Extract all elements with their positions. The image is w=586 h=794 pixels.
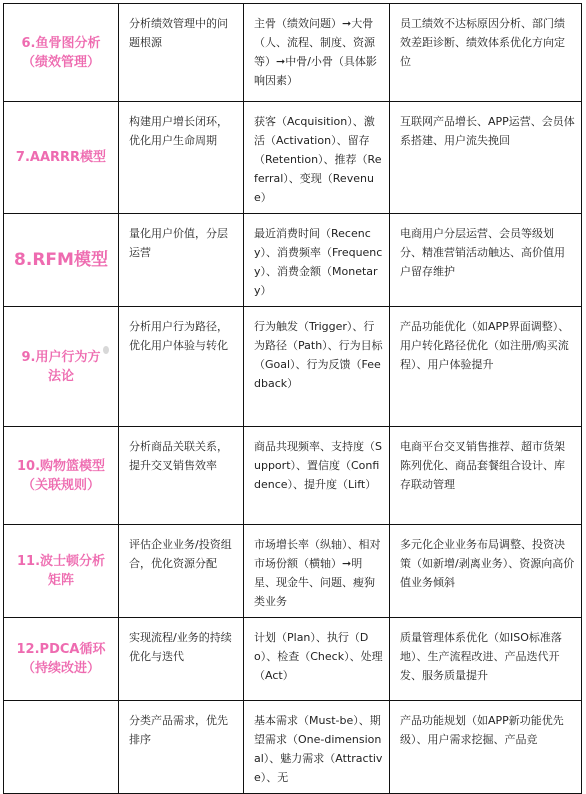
table-row bbox=[4, 618, 582, 701]
purpose-cell: 评估企业业务/投资组合，优化资源分配 bbox=[119, 525, 244, 618]
table-row bbox=[4, 4, 582, 102]
model-name: 8.RFM模型 bbox=[14, 249, 108, 270]
scene-cell: 互联网产品增长、APP运营、会员体系搭建、用户流失挽回 bbox=[390, 102, 582, 214]
method-cell: 获客（Acquisition）、激活（Activation）、留存（Retention）、推荐（Referral）、变现（Revenue） bbox=[244, 102, 390, 214]
scene-cell: 电商用户分层运营、会员等级划分、精准营销活动触达、高价值用户留存维护 bbox=[390, 214, 582, 307]
model-name: 12.PDCA循环 bbox=[16, 642, 106, 657]
model-name-sub: （关联规则） bbox=[21, 477, 100, 493]
model-name-cell bbox=[4, 4, 119, 102]
model-name-cell bbox=[4, 618, 119, 701]
scene-cell: 质量管理体系优化（如ISO标准落地）、生产流程改进、产品迭代开发、服务质量提升 bbox=[390, 618, 582, 701]
model-name: 10.购物篮模型 bbox=[16, 458, 106, 474]
scene-cell: 多元化企业业务布局调整、投资决策（如新增/剥离业务）、资源向高价值业务倾斜 bbox=[390, 525, 582, 618]
purpose-cell: 分类产品需求，优先排序 bbox=[119, 701, 244, 794]
model-name-cell bbox=[4, 427, 119, 525]
model-name: 11.波士顿分析 bbox=[16, 554, 106, 569]
method-cell: 计划（Plan）、执行（Do）、检查（Check）、处理（Act） bbox=[244, 618, 390, 701]
table-row bbox=[4, 701, 582, 794]
model-name: 9.用户行为方 bbox=[21, 349, 101, 365]
model-name-cell bbox=[4, 214, 119, 307]
table-row bbox=[4, 525, 582, 618]
model-name-sub: （持续改进） bbox=[21, 661, 100, 676]
scene-cell: 电商平台交叉销售推荐、超市货架陈列优化、商品套餐组合设计、库存联动管理 bbox=[390, 427, 582, 525]
model-name-sub: 法论 bbox=[47, 368, 74, 384]
model-name-sub: 矩阵 bbox=[47, 573, 74, 588]
model-name-cell bbox=[4, 307, 119, 427]
models-table bbox=[3, 3, 582, 794]
purpose-cell: 构建用户增长闭环，优化用户生命周期 bbox=[119, 102, 244, 214]
scene-cell: 产品功能优化（如APP界面调整）、用户转化路径优化（如注册/购买流程）、用户体验提升 bbox=[390, 307, 582, 427]
model-name-cell bbox=[4, 102, 119, 214]
purpose-cell: 量化用户价值，分层运营 bbox=[119, 214, 244, 307]
method-cell: 基本需求（Must-be）、期望需求（One-dimensional）、魅力需求（Attractive）、无 bbox=[244, 701, 390, 794]
table-row bbox=[4, 307, 582, 427]
purpose-cell: 分析用户行为路径，优化用户体验与转化 bbox=[119, 307, 244, 427]
model-name-sub: （绩效管理） bbox=[21, 54, 100, 70]
method-cell: 商品共现频率、支持度（Support）、置信度（Confidence）、提升度（Lift） bbox=[244, 427, 390, 525]
scene-cell: 产品功能规划（如APP新功能优先级）、用户需求挖掘、产品竞 bbox=[390, 701, 582, 794]
scene-cell: 员工绩效不达标原因分析、部门绩效差距诊断、绩效体系优化方向定位 bbox=[390, 4, 582, 102]
model-name: 6.鱼骨图分析 bbox=[21, 35, 101, 51]
model-name: 7.AARRR模型 bbox=[15, 150, 107, 165]
table-row bbox=[4, 427, 582, 525]
table-row bbox=[4, 214, 582, 307]
method-cell: 主骨（绩效问题）➞大骨（人、流程、制度、资源等）➞中骨/小骨（具体影响因素） bbox=[244, 4, 390, 102]
model-name-cell bbox=[4, 701, 119, 794]
smudge-mark bbox=[103, 346, 109, 354]
model-name-cell bbox=[4, 525, 119, 618]
purpose-cell: 实现流程/业务的持续优化与迭代 bbox=[119, 618, 244, 701]
purpose-cell: 分析绩效管理中的问题根源 bbox=[119, 4, 244, 102]
method-cell: 最近消费时间（Recency）、消费频率（Frequency）、消费金额（Monetary） bbox=[244, 214, 390, 307]
method-cell: 行为触发（Trigger）、行为路径（Path）、行为目标（Goal）、行为反馈（Feedback） bbox=[244, 307, 390, 427]
purpose-cell: 分析商品关联关系，提升交叉销售效率 bbox=[119, 427, 244, 525]
method-cell: 市场增长率（纵轴）、相对市场份额（横轴）➞明星、现金牛、问题、瘦狗类业务 bbox=[244, 525, 390, 618]
table-row bbox=[4, 102, 582, 214]
